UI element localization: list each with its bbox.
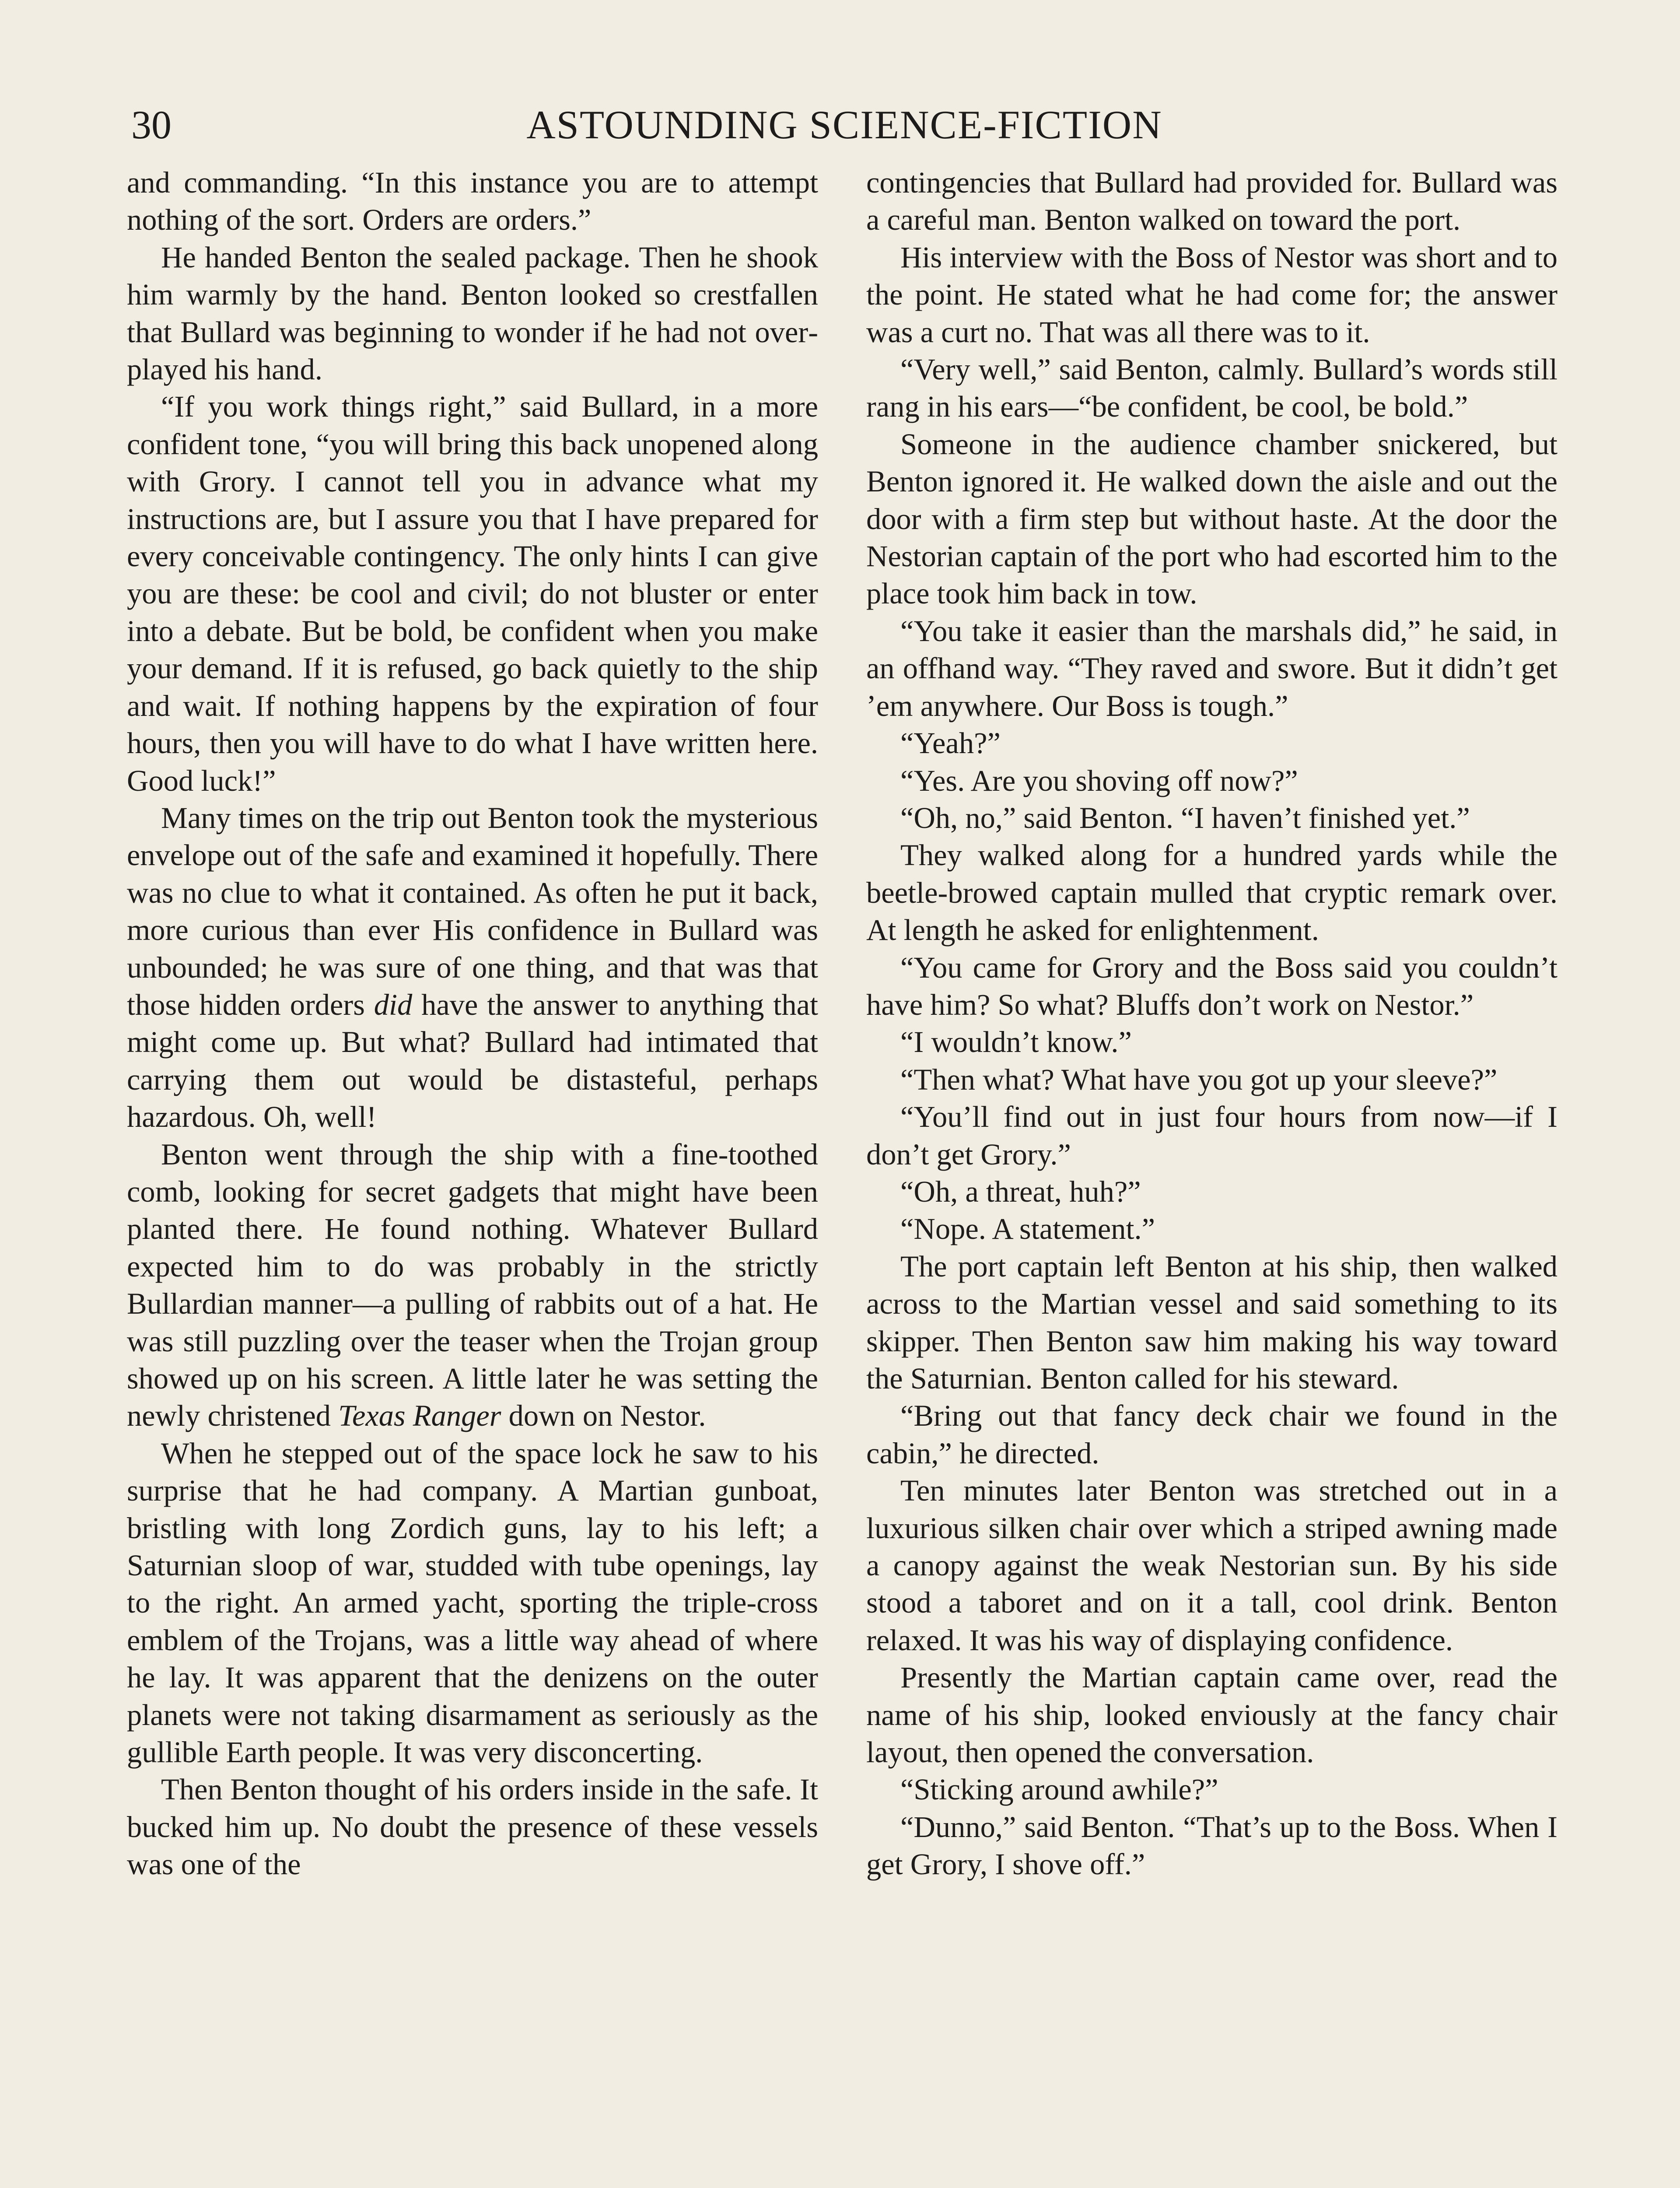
page-number: 30 — [131, 102, 172, 147]
paragraph: Someone in the audience chamber snickered, but Benton ignored it. He walked down the aisle and out the door with a firm step but without haste. At the door the Nestorian captain of the port who had escorted him to the place took him back in tow. — [866, 427, 1558, 610]
paragraph: “Oh, no,” said Benton. “I haven’t finished yet.” — [900, 801, 1470, 835]
paragraph: Many times on the trip out Benton took the mysterious envelope out of the safe and examined it hopefully. There was no clue to what it contained. As often he put it back, more curious than ever His confidence in Bullard was unbounded; he was sure of one thing, and that was that those hidden orders did have the answer to anything that might come up. But what? Bullard had intimated that carrying them out would be distasteful, perhaps hazardous. Oh, well! — [127, 801, 819, 1134]
paragraph: Then Benton thought of his orders inside in the safe. It bucked him up. No doubt the presence of these vessels was one of the — [127, 1773, 818, 1881]
paragraph: He handed Benton the sealed package. Then he shook him warmly by the hand. Benton looked so crestfallen that Bullard was beginning to wonder if he had not overplayed his hand. — [127, 240, 818, 386]
paragraph: “I wouldn’t know.” — [900, 1025, 1132, 1059]
paragraph: When he stepped out of the space lock he saw to his surprise that he had company. A Martian gunboat, bristling with long Zordich guns, lay to his left; a Saturnian sloop of war, studded with tube openings, lay to the right. An armed yacht, sporting the triple-cross emblem of the Trojans, was a little way ahead of where he lay. It was apparent that the denizens on the outer planets were not taking disarmament as seriously as the gullible Earth people. It was very disconcerting. — [127, 1436, 818, 1769]
paragraph: “Dunno,” said Benton. “That’s up to the Boss. When I get Grory, I shove off.” — [866, 1810, 1558, 1881]
paragraph: “Oh, a threat, huh?” — [900, 1175, 1141, 1208]
paragraph: “Nope. A statement.” — [900, 1212, 1155, 1246]
paragraph: Benton went through the ship with a fine-toothed comb, looking for secret gadgets that might have been planted there. He found nothing. Whatever Bullard expected him to do was probably in the strictly Bullardian manner—a pulling of rabbits out of a hat. He was still puzzling over the teaser when the Trojan group showed up on his screen. A little later he was setting the newly christened Texas Ranger down on Nestor. — [127, 1137, 818, 1433]
paragraph: “Sticking around awhile?” — [900, 1773, 1218, 1806]
right-text-column — [866, 164, 1558, 1883]
paragraph: “Yes. Are you shoving off now?” — [900, 764, 1298, 797]
paragraph: “You take it easier than the marshals did,” he said, in an offhand way. “They raved and swore. But it didn’t get ’em anywhere. Our Boss is tough.” — [866, 614, 1558, 722]
paragraph: Presently the Martian captain came over, read the name of his ship, looked enviously at the fancy chair layout, then opened the conversation. — [866, 1661, 1558, 1769]
paragraph: Ten minutes later Benton was stretched out in a luxurious silken chair over which a striped awning made a canopy against the weak Nestorian sun. By his side stood a taboret and on it a tall, cool drink. Benton relaxed. It was his way of displaying confidence. — [866, 1474, 1558, 1657]
left-text-column — [127, 164, 818, 1883]
paragraph: “Very well,” said Benton, calmly. Bullard’s words still rang in his ears—“be confident, be cool, be bold.” — [866, 353, 1558, 424]
paragraph: “Yeah?” — [900, 726, 1001, 760]
running-title: ASTOUNDING SCIENCE-FICTION — [526, 102, 1162, 147]
paragraph: “If you work things right,” said Bullard, in a more confident tone, “you will bring this back unopened along with Grory. I cannot tell you in advance what my instructions are, but I assure you that I have prepared for every conceivable contingency. The only hints I can give you are these: be cool and civil; do not bluster or enter into a debate. But be bold, be confident when you make your demand. If it is refused, go back quietly to the ship and wait. If nothing happens by the expiration of four hours, then you will have to do what I have written here. Good luck!” — [127, 390, 818, 797]
paragraph: contingencies that Bullard had provided for. Bullard was a careful man. Benton walked on toward the port. — [866, 166, 1558, 237]
paragraph: They walked along for a hundred yards while the beetle-browed captain mulled that cryptic remark over. At length he asked for enlightenment. — [866, 838, 1558, 947]
paragraph: “Then what? What have you got up your sleeve?” — [900, 1062, 1498, 1096]
paragraph: His interview with the Boss of Nestor was short and to the point. He stated what he had come for; the answer was a curt no. That was all there was to it. — [866, 240, 1558, 349]
paragraph: “Bring out that fancy deck chair we found in the cabin,” he directed. — [866, 1399, 1558, 1470]
paragraph: and commanding. “In this instance you are to attempt nothing of the sort. Orders are orders.” — [127, 166, 818, 237]
paragraph: “You came for Grory and the Boss said you couldn’t have him? So what? Bluffs don’t work on Nestor.” — [866, 950, 1558, 1021]
page-header — [131, 94, 1558, 155]
paragraph: “You’ll find out in just four hours from now—if I don’t get Grory.” — [866, 1100, 1558, 1171]
paragraph: The port captain left Benton at his ship, then walked across to the Martian vessel and said something to its skipper. Then Benton saw him making his way toward the Saturnian. Benton called for his steward. — [866, 1249, 1558, 1395]
